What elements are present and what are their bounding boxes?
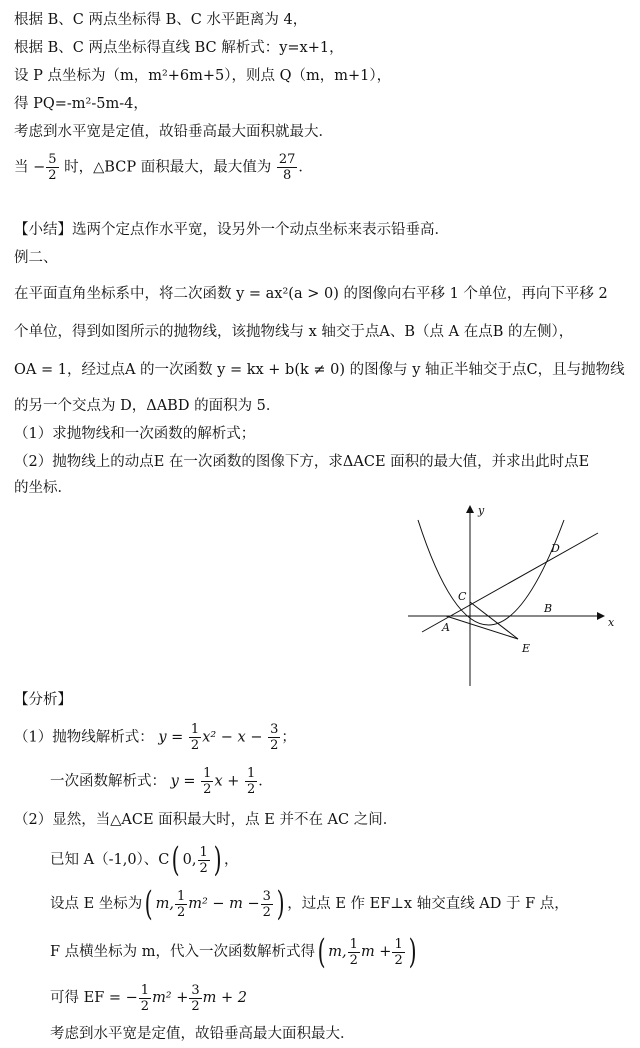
fraction-numerator: 3 — [191, 982, 200, 998]
coordinate-text: 0, — [182, 852, 197, 868]
fraction-denominator: 2 — [270, 738, 279, 753]
x-axis-label: x — [608, 616, 615, 629]
analysis-title: 【分析】 — [14, 692, 72, 708]
problem-line-2: 个单位，得到如图所示的抛物线，该抛物线与 x 轴交于点A、B（点 A 在点B 的左侧）， — [14, 324, 574, 340]
fraction-denominator: 2 — [247, 782, 256, 797]
coordinate-text: m² − m − — [188, 896, 260, 912]
fraction-numerator: 27 — [278, 152, 296, 167]
fraction-denominator: 8 — [282, 168, 292, 183]
fraction-numerator: 1 — [394, 936, 403, 952]
fraction-three-halves — [268, 722, 280, 753]
fraction-denominator: 2 — [262, 904, 271, 920]
line6-prefix: 当 — [14, 159, 29, 176]
fraction-denominator: 2 — [394, 952, 403, 968]
fraction-half — [198, 845, 210, 876]
point-c-label: C — [458, 590, 467, 603]
analysis-ef-length — [50, 982, 247, 1014]
ef-end: m + 2 — [202, 990, 248, 1006]
analysis-known-points — [50, 842, 239, 878]
problem-line-3: OA = 1，经过点A 的一次函数 y = kx + b(k ≠ 0) 的图像与 y 轴正半轴交于点C，且与抛物线 — [14, 362, 625, 378]
solution-line-6 — [14, 152, 313, 183]
point-e-prefix: 设点 E 坐标为 — [50, 896, 143, 912]
analysis-point-f — [50, 932, 419, 972]
fraction-denominator: 2 — [199, 860, 208, 876]
segment-ce — [470, 602, 518, 639]
equation-end: ； — [281, 729, 296, 746]
fraction-denominator: 2 — [203, 782, 212, 797]
fraction-half — [175, 889, 187, 920]
fraction-numerator: 3 — [262, 888, 271, 904]
fraction-half — [139, 983, 151, 1014]
problem-line-1: 在平面直角坐标系中，将二次函数 y = ax²(a > 0) 的图像向右平移 1 个单位，再向下平移 2 — [14, 286, 608, 302]
fraction-denominator: 2 — [176, 904, 186, 920]
fraction-denominator: 2 — [190, 738, 200, 753]
fraction-max-value — [277, 152, 298, 183]
equation-lhs: y = — [170, 773, 196, 790]
parabola-line-figure — [404, 500, 618, 690]
solution-line-5: 考虑到水平宽是定值，故铅垂高最大面积就最大． — [14, 124, 333, 140]
fraction-three-halves — [189, 983, 201, 1014]
y-axis-label: y — [478, 504, 485, 517]
fraction-numerator: 3 — [270, 722, 279, 737]
problem-line-4: 的另一个交点为 D，ΔABD 的面积为 5． — [14, 398, 281, 414]
solution-line-4: 得 PQ=-m²-5m-4， — [14, 96, 148, 112]
equation-middle: x² − x − — [202, 729, 263, 746]
fraction-half — [245, 766, 257, 797]
fraction-numerator: 5 — [48, 152, 57, 167]
analysis-part-2: （2）显然，当△ACE 面积最大时，点 E 并不在 AC 之间． — [14, 812, 398, 828]
question-2: （2）抛物线上的动点E 在一次函数的图像下方，求ΔACE 面积的最大值，并求出此时点E — [14, 454, 590, 470]
equation-lhs: y = — [158, 729, 184, 746]
fraction-numerator: 1 — [190, 722, 200, 737]
fraction-numerator: 1 — [199, 844, 208, 860]
line6-middle: 时，△BCP 面积最大，最大值为 — [64, 159, 272, 176]
point-e-label: E — [522, 642, 531, 655]
summary: 【小结】选两个定点作水平宽，设另外一个动点坐标来表示铅垂高． — [14, 222, 449, 238]
coordinate-text: m + — [360, 944, 392, 960]
coordinate-text: m, — [328, 944, 347, 960]
question-1: （1）求抛物线和一次函数的解析式； — [14, 426, 256, 442]
analysis-linear-equation — [50, 766, 273, 797]
point-f-prefix: F 点横坐标为 m，代入一次函数解析式得 — [50, 944, 316, 960]
fraction-five-halves — [46, 152, 58, 183]
coordinate-text: m, — [155, 896, 174, 912]
fraction-denominator: 2 — [349, 952, 358, 968]
ef-middle: m² + — [152, 990, 189, 1006]
point-a-label: A — [442, 621, 450, 634]
parabola-curve — [418, 520, 564, 625]
known-points-end: ， — [224, 852, 239, 868]
segment-ae — [446, 616, 518, 639]
fraction-numerator: 1 — [247, 766, 256, 781]
linear-label: 一次函数解析式： — [50, 773, 166, 790]
analysis-conclusion: 考虑到水平宽是定值，故铅垂高最大面积最大． — [50, 1026, 355, 1042]
example-title: 例二、 — [14, 250, 58, 266]
solution-line-3: 设 P 点坐标为（m，m²+6m+5），则点 Q（m，m+1）， — [14, 68, 392, 84]
fraction-denominator: 2 — [48, 168, 57, 183]
point-f-coordinates: ( m, $\frac{1}{2}$ m + $\frac{1}{2}$ ) — [317, 932, 417, 972]
minus-sign: − — [33, 159, 46, 176]
fraction-numerator: 1 — [203, 766, 212, 781]
question-2-continued: 的坐标． — [14, 480, 72, 496]
part-1-label: （1）抛物线解析式： — [14, 729, 154, 746]
fraction-three-halves — [261, 889, 273, 920]
point-e-coordinates: ( m, $\frac{1}{2}$ m² − m − $\frac{3}{2}$ ) — [144, 884, 285, 924]
fraction-numerator: 1 — [349, 936, 358, 952]
analysis-point-e — [50, 884, 569, 924]
point-b-label: B — [544, 602, 553, 615]
line6-end: ． — [298, 159, 313, 176]
known-points-prefix: 已知 A（-1,0）、C — [50, 852, 170, 868]
equation-middle: x + — [214, 773, 240, 790]
fraction-half — [189, 722, 201, 753]
point-e-suffix: ，过点 E 作 EF⊥x 轴交直线 AD 于 F 点， — [287, 896, 569, 912]
fraction-denominator: 2 — [140, 998, 150, 1014]
solution-line-1: 根据 B、C 两点坐标得 B、C 水平距离为 4， — [14, 12, 308, 28]
fraction-half — [392, 937, 404, 968]
point-d-label: D — [551, 542, 560, 555]
fraction-half — [348, 937, 360, 968]
solution-line-2: 根据 B、C 两点坐标得直线 BC 解析式：y=x+1， — [14, 40, 344, 56]
fraction-numerator: 1 — [140, 982, 150, 998]
equation-end: ． — [258, 773, 273, 790]
analysis-parabola-equation — [14, 722, 296, 753]
ef-prefix: 可得 EF = − — [50, 990, 138, 1006]
fraction-denominator: 2 — [191, 998, 200, 1014]
fraction-half — [201, 766, 213, 797]
point-c-coordinates: ( 0, $\frac{1}{2}$ ) — [172, 840, 222, 880]
fraction-numerator: 1 — [176, 888, 186, 904]
